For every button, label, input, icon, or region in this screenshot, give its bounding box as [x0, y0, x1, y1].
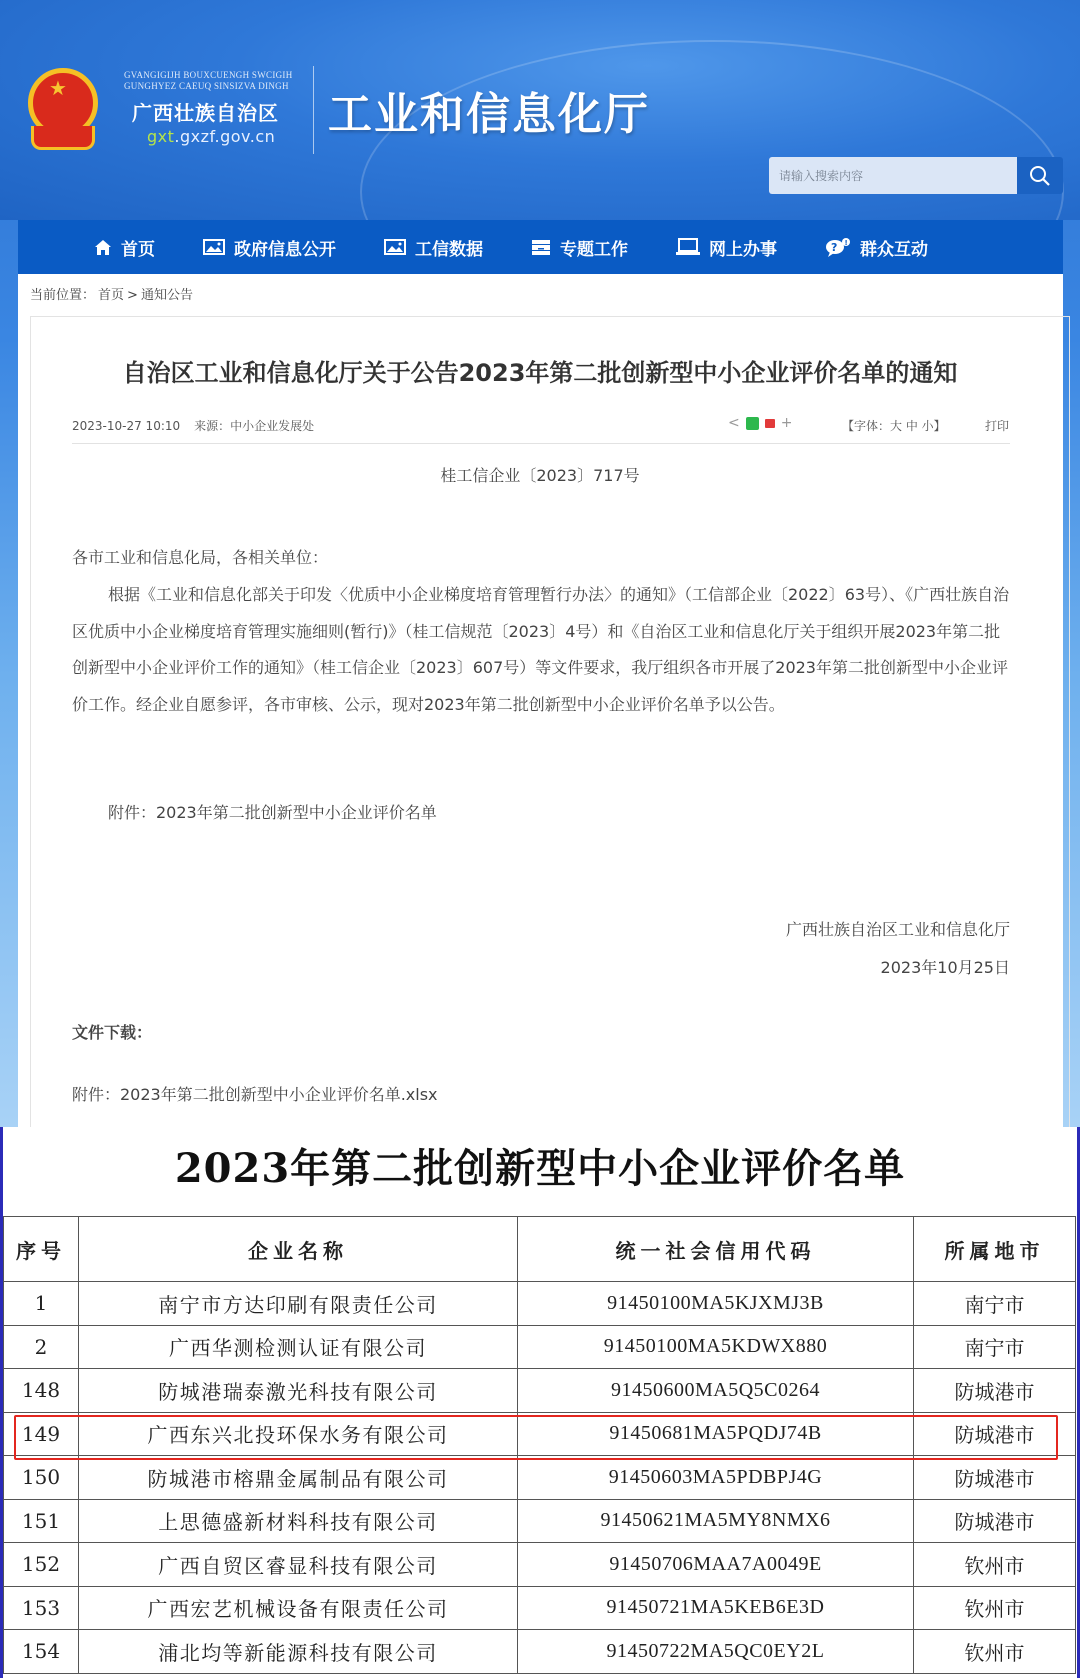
signature-date: 2023年10月25日 [880, 958, 1010, 977]
signature-org: 广西壮族自治区工业和信息化厅 [785, 920, 1010, 939]
breadcrumb: 当前位置： 首页 > 通知公告 [30, 288, 193, 303]
col-header-code: 统一社会信用代码 [518, 1217, 914, 1282]
share-bar [728, 415, 792, 431]
breadcrumb-home[interactable]: 首页 [98, 288, 125, 303]
search-input[interactable] [769, 157, 1017, 194]
body-paragraph: 根据《工业和信息化部关于印发〈优质中小企业梯度培育管理暂行办法〉的通知》（工信部企业〔2022〕63号）、《广西壮族自治区优质中小企业梯度培育管理实施细则(暂行)》（桂工信规范〔2023〕4号）和《自治区工业和信息化厅关于组织开展2023年第二批创新型中小企业评价工作的通知》（桂工信企业〔2023〕607号）等文件要求，我厅组织各市开展了2023年第二批创新型中小企业评价工作。经企业自愿参评，各市审核、公示，现对2023年第二批创新型中小企业评价名单予以公告。 [72, 584, 1010, 715]
image-icon [384, 239, 406, 255]
table-row-highlighted: 149 广西东兴北投环保水务有限公司 91450681MA5PQDJ74B 防城港市 [4, 1412, 1076, 1456]
gov-url[interactable]: gxt.gxzf.gov.cn [147, 127, 276, 146]
article-frame [30, 316, 1070, 1136]
nav-item-gov-info[interactable]: 政府信息公开 [203, 235, 336, 260]
weibo-share-icon[interactable] [765, 419, 775, 428]
table-row: 1 南宁市方达印刷有限责任公司 91450100MA5KJXMJ3B 南宁市 [4, 1282, 1076, 1326]
laptop-icon [676, 238, 700, 256]
article-title: 自治区工业和信息化厅关于公告2023年第二批创新型中小企业评价名单的通知 [122, 359, 958, 387]
more-share-icon[interactable]: + [780, 415, 793, 431]
nav-item-online-services[interactable]: 网上办事 [676, 235, 777, 260]
zhuang-language-name: GVANGIGIJH BOUXCUENGH SWCIGIH GUNGHYEZ CAEUQ SINSIZVA DINGH [124, 70, 293, 91]
article-body [72, 540, 1012, 724]
col-header-name: 企业名称 [79, 1217, 518, 1282]
col-header-city: 所属地市 [914, 1217, 1076, 1282]
department-name: 工业和信息化厅 [328, 89, 650, 140]
print-button[interactable]: 打印 [985, 419, 1010, 433]
col-header-no: 序号 [4, 1217, 79, 1282]
table-header-row [4, 1217, 1076, 1282]
wechat-share-icon[interactable] [746, 417, 759, 430]
cabinet-icon [531, 239, 551, 256]
article-source: 来源：中小企业发展处 [194, 419, 315, 433]
search-button[interactable] [1017, 157, 1063, 194]
table-row: 152 广西自贸区睿显科技有限公司 91450706MAA7A0049E 钦州市 [4, 1543, 1076, 1587]
chat-icon [825, 237, 851, 257]
salutation: 各市工业和信息化局，各相关单位： [72, 548, 329, 567]
svg-text:?: ? [831, 241, 838, 254]
svg-text:!: ! [844, 239, 848, 247]
sheet-title: 2023年第二批创新型中小企业评价名单 [174, 1145, 906, 1192]
article-meta [72, 417, 314, 434]
download-file-link[interactable]: 附件：2023年第二批创新型中小企业评价名单.xlsx [72, 1085, 438, 1104]
table-row: 2 广西华测检测认证有限公司 91450100MA5KDWX880 南宁市 [4, 1325, 1076, 1369]
meta-divider [72, 443, 1010, 444]
header-divider [313, 66, 314, 154]
download-label: 文件下载： [72, 1023, 153, 1042]
nav-item-home[interactable]: 首页 [94, 235, 155, 260]
publish-datetime: 2023-10-27 10:10 [72, 419, 181, 433]
document-number: 桂工信企业〔2023〕717号 [440, 466, 640, 485]
image-icon [203, 239, 225, 255]
home-icon [94, 239, 112, 256]
nav-item-data[interactable]: 工信数据 [384, 235, 483, 260]
table-row: 148 防城港瑞泰激光科技有限公司 91450600MA5Q5C0264 防城港市 [4, 1369, 1076, 1413]
company-table [3, 1216, 1076, 1674]
nav-item-interaction[interactable]: ? ! 群众互动 [825, 235, 928, 260]
table-row: 151 上思德盛新材料科技有限公司 91450621MA5MY8NMX6 防城港市 [4, 1499, 1076, 1543]
attachment-line: 附件：2023年第二批创新型中小企业评价名单 [108, 803, 437, 822]
main-nav [18, 220, 1063, 274]
font-size-control[interactable]: 【字体：大 中 小】 [842, 419, 946, 433]
share-icon[interactable]: < [728, 415, 740, 431]
breadcrumb-notices[interactable]: 通知公告 [140, 288, 193, 303]
gov-name: 广西壮族自治区 [132, 101, 279, 125]
nav-item-topics[interactable]: 专题工作 [531, 235, 628, 260]
search-icon [1029, 165, 1051, 187]
table-row: 150 防城港市榕鼎金属制品有限公司 91450603MA5PDBPJ4G 防城港市 [4, 1456, 1076, 1500]
table-row: 153 广西宏艺机械设备有限责任公司 91450721MA5KEB6E3D 钦州市 [4, 1586, 1076, 1630]
national-emblem-logo: ★ [25, 68, 101, 152]
table-row: 154 浦北均等新能源科技有限公司 91450722MA5QC0EY2L 钦州市 [4, 1630, 1076, 1674]
